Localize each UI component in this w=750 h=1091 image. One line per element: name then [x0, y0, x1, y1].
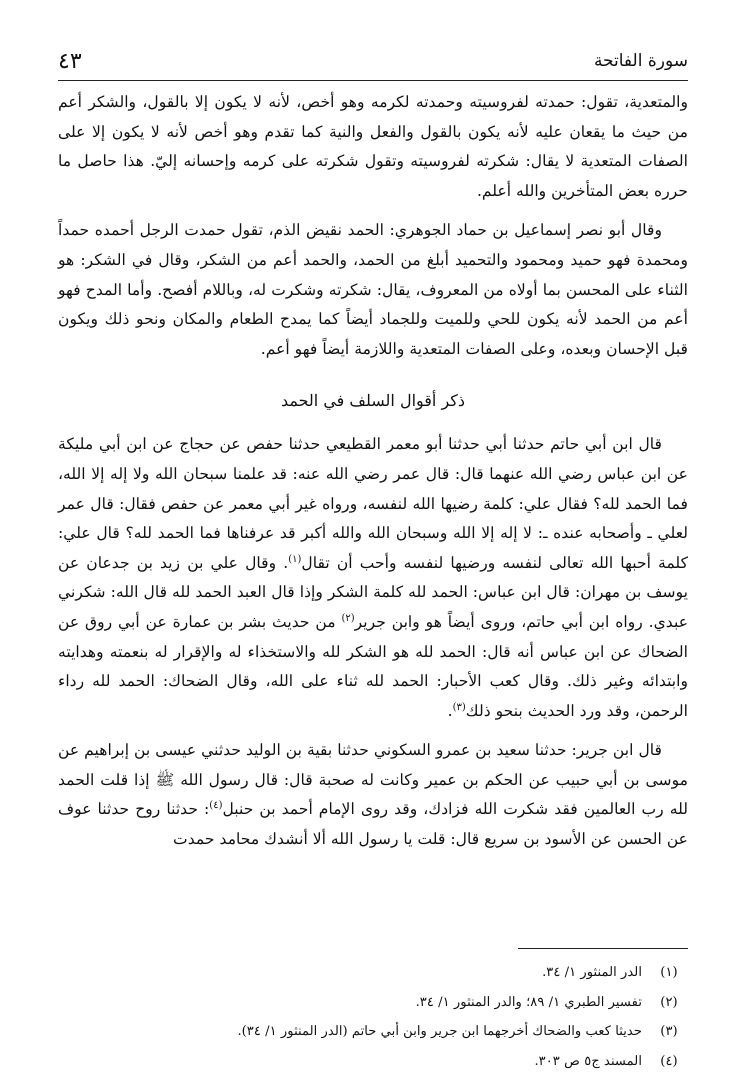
footnote-text: حديثا كعب والضحاك أخرجهما ابن جرير وابن أبي حاتم (الدر المنثور ١/ ٣٤).: [237, 1024, 642, 1040]
paragraph-text: : حدثنا روح حدثنا عوف عن الحسن عن الأسود بن سريع قال: قلت يا رسول الله ألا أنشدك محامد حمدت: [58, 800, 688, 849]
running-title: سورة الفاتحة: [593, 51, 688, 71]
paragraph-salaf: [58, 430, 688, 726]
footnote-ref-3[interactable]: (٣): [452, 701, 466, 713]
footnote-number: (٣): [660, 1024, 678, 1040]
footnote-text: تفسير الطبري ١/ ٨٩؛ والدر المنثور ١/ ٣٤.: [415, 994, 642, 1010]
page-number: ٤٣: [58, 48, 82, 74]
footnotes: [58, 958, 688, 1076]
book-page: [58, 0, 688, 1091]
paragraph-jawhari: [58, 216, 688, 364]
footnote-text: الدر المنثور ١/ ٣٤.: [542, 965, 642, 980]
paragraph-text: وقال أبو نصر إسماعيل بن حماد الجوهري: الحمد نقيض الذم، تقول حمدت الرجل أحمده حمداً ومحمدة فهو حميد ومحمود والتحميد أبلغ من الحمد، والحمد أعم من الشكر، وقال في الشكر: هو الثناء على المحسن بما أولاه من المعروف، يقال: شكرته وشكرت له، وباللام أفصح. وأما المدح فهو أعم من الحمد لأنه يكون للحي وللميت وللجماد أيضاً كما يمدح الطعام والمكان ونحو ذلك ويكون قبل الإحسان وبعده، وعلى الصفات المتعدية واللازمة أيضاً فهو أعم.: [58, 221, 688, 358]
footnote-number: (٤): [660, 1053, 678, 1069]
footnote-text: المسند ج٥ ص ٣٠٣.: [534, 1053, 642, 1069]
header-rule: [58, 80, 688, 81]
page-header: [58, 44, 688, 78]
main-text: [58, 88, 688, 855]
footnote: [58, 1047, 688, 1077]
footnote: [58, 1017, 688, 1047]
paragraph-comparison: [58, 88, 688, 206]
footnote-ref-2[interactable]: (٢): [341, 612, 355, 624]
paragraph-text: والمتعدية، تقول: حمدته لفروسيته وحمدته لكرمه وهو أخص، لأنه لا يكون إلا بالقول، والشكر أعم من حيث ما يقعان عليه لأنه يكون بالقول والفعل والنية كما تقدم وهو أخص لأنه لا يكون إلا على الصفات المتعدية لا يقال: شكرته لفروسيته وتقول شكرته على كرمه وإحسانه إليّ. هذا حاصل ما حرره بعض المتأخرين والله أعلم.: [58, 93, 688, 200]
paragraph-text: قال ابن جرير: حدثنا سعيد بن عمرو السكوني حدثنا بقية بن الوليد حدثني عيسى بن إبراهيم عن موسى بن أبي حبيب عن الحكم بن عمير وكانت له صحبة قال: قال رسول الله ﷺ إذا قلت الحمد لله رب العالمين فقد شكرت الله فزادك، وقد روى الإمام أحمد بن حنبل: [58, 741, 688, 819]
paragraph-text: من حديث بشر بن عمارة عن أبي روق عن الضحاك عن ابن عباس أنه قال: الحمد لله هو الشكر لله والاستخذاء له والإقرار له بنعمته وهدايته وابتدائه وغير ذلك. وقال كعب الأحبار: الحمد لله ثناء على الله، وقال الضحاك: الحمد لله رداء الرحمن، وقد ورد الحديث بنحو ذلك: [58, 612, 688, 720]
footnote-number: (٢): [660, 994, 678, 1010]
footnote-ref-4[interactable]: (٤): [209, 800, 223, 812]
paragraph-ibn-jarir: [58, 736, 688, 854]
paragraph-text: .: [447, 701, 453, 720]
footnote-rule: [518, 948, 688, 949]
footnote: [58, 988, 688, 1018]
footnote-number: (١): [660, 965, 678, 980]
section-heading: ذكر أقوال السلف في الحمد: [280, 391, 466, 411]
paragraph-text: قال ابن أبي حاتم حدثنا أبي حدثنا أبو معمر القطيعي حدثنا حفص عن حجاج عن ابن أبي مليكة عن ابن عباس رضي الله عنهما قال: قال عمر رضي الله عنه: قد علمنا سبحان الله ولا إله إلا الله، فما الحمد لله؟ فقال علي: كلمة رضيها الله لنفسه، ورواه غير أبي معمر عن حفص فقال: قال عمر لعلي ـ وأصحابه عنده ـ: لا إله إلا الله وسبحان الله والله أكبر قد عرفناها فما الحمد لله؟ قال علي: كلمة أحبها الله تعالى لنفسه ورضيها لنفسه وأحب أن تقال: [58, 435, 688, 572]
paragraph-text: . وقال علي بن زيد بن جدعان عن يوسف بن مهران: قال ابن عباس: الحمد لله كلمة الشكر وإذا قال العبد الحمد لله قال الله: شكرني عبدي. رواه ابن أبي حاتم، وروى أيضاً هو وابن جرير: [58, 553, 688, 631]
footnote: [58, 958, 688, 988]
footnote-ref-1[interactable]: (١): [288, 553, 302, 565]
